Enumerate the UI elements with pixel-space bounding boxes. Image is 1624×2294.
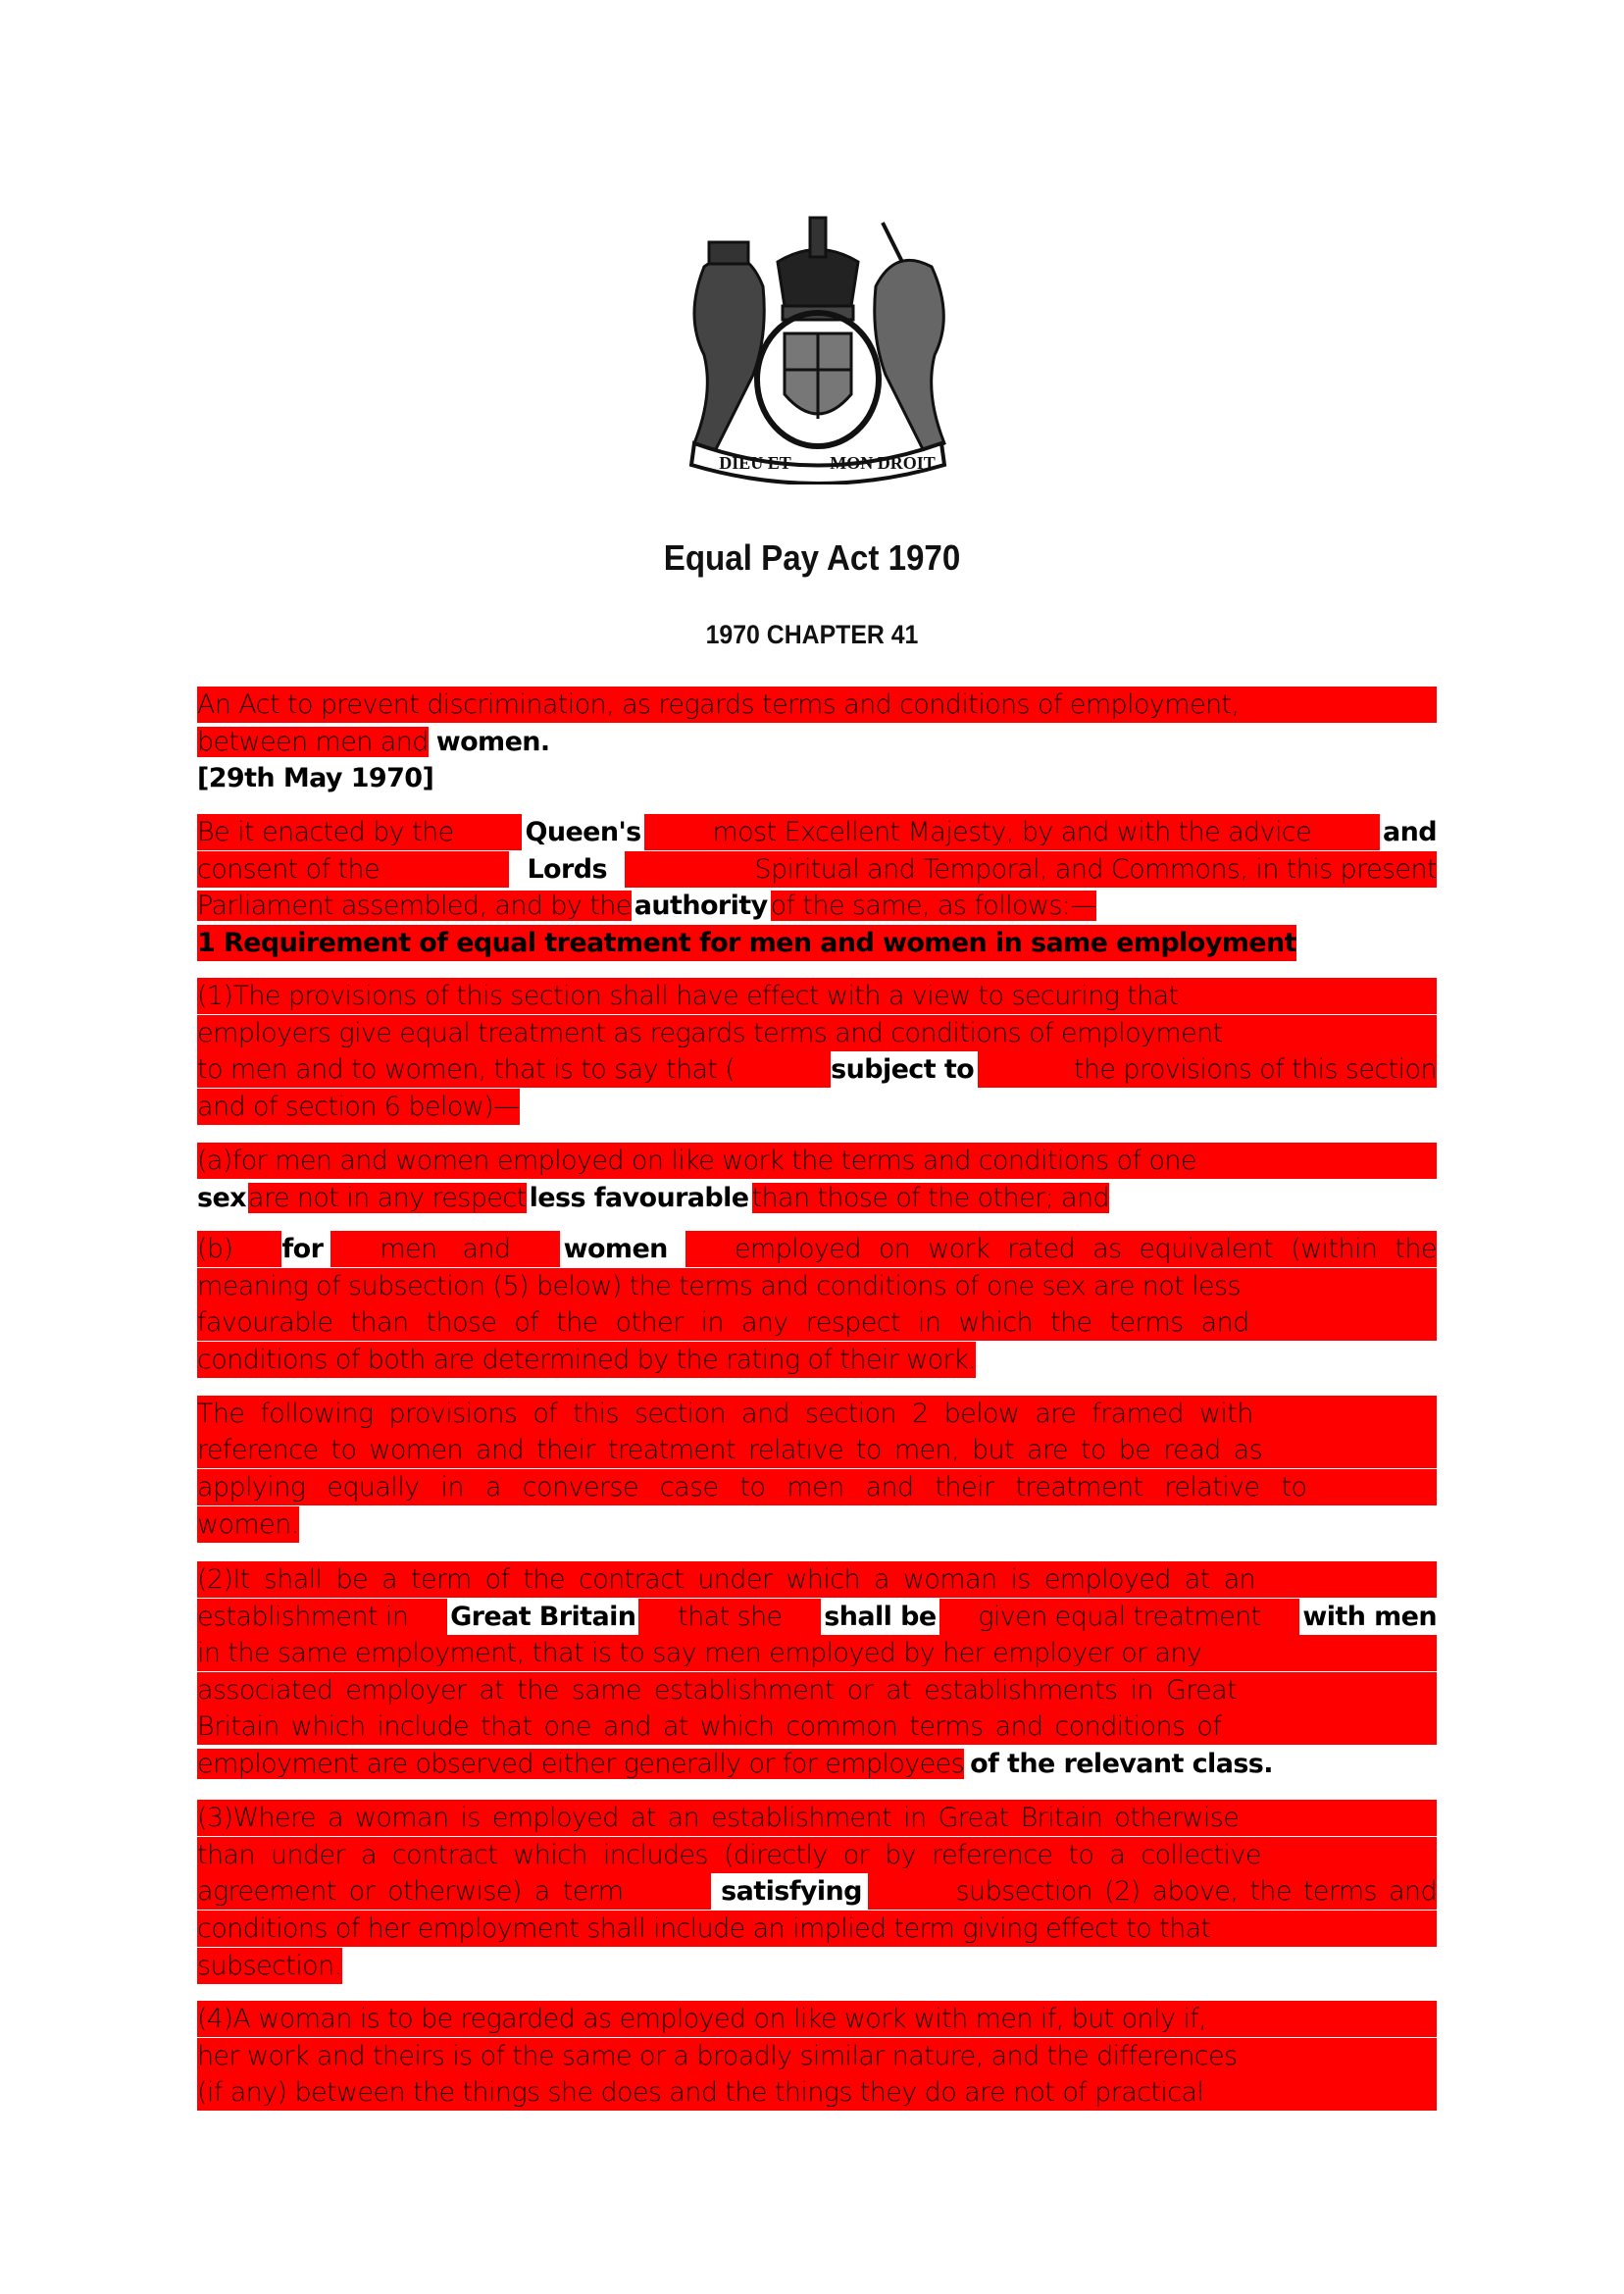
subsection-3-line: than under a contract which includes (directly or by reference to a collective xyxy=(197,1837,1437,1873)
paragraph-a-line: sexare not in any respect less favourable than those of the other; and xyxy=(197,1183,1110,1213)
royal-coat-of-arms-logo xyxy=(675,208,961,484)
subsection-4-line: (4)A woman is to be regarded as employed on like work with men if, but only if, xyxy=(197,2001,1437,2037)
subsection-2-line: (2)It shall be a term of the contract under which a woman is employed at an xyxy=(197,1561,1437,1598)
paragraph-b-line: (b) for men and women employed on work rated as equivalent (within the xyxy=(197,1231,1437,1267)
section-heading: 1 Requirement of equal treatment for men and women in same employment xyxy=(197,925,1296,961)
enactment-date: [29th May 1970] xyxy=(197,763,434,793)
subsection-2-line: in the same employment, that is to say men employed by her employer or any xyxy=(197,1635,1437,1671)
subsection-1-line: to men and to women, that is to say that ( subject to the provisions of this section xyxy=(197,1051,1437,1088)
subsection-4-line: her work and theirs is of the same or a broadly similar nature, and the differences xyxy=(197,2038,1437,2074)
paragraph-b-line: favourable than those of the other in any respect in which the terms and xyxy=(197,1304,1437,1341)
paragraph-b-line: meaning of subsection (5) below) the terms and conditions of one sex are not less xyxy=(197,1268,1437,1304)
subsection-3-line: (3)Where a woman is employed at an establishment in Great Britain otherwise xyxy=(197,1800,1437,1836)
long-title-line: An Act to prevent discrimination, as regards terms and conditions of employment, xyxy=(197,687,1437,723)
motto-left: DIEU ET xyxy=(719,453,791,473)
converse-provision-line: applying equally in a converse case to men and their treatment relative to xyxy=(197,1469,1437,1505)
chapter-number: 1970 CHAPTER 41 xyxy=(705,620,919,649)
enacting-line: Be it enacted by the Queen's most Excellent Majesty, by and with the advice and xyxy=(197,814,1437,850)
long-title-line: between men and women. xyxy=(197,727,550,757)
subsection-1-line: (1)The provisions of this section shall have effect with a view to securing that xyxy=(197,978,1437,1014)
subsection-3-line: agreement or otherwise) a term satisfying subsection (2) above, the terms and xyxy=(197,1873,1437,1910)
subsection-3-line: conditions of her employment shall include an implied term giving effect to that xyxy=(197,1911,1437,1947)
subsection-1-line: employers give equal treatment as regards terms and conditions of employment xyxy=(197,1015,1437,1051)
paragraph-b-line: conditions of both are determined by the rating of their work. xyxy=(197,1342,976,1378)
enacting-line: consent of the Lords Spiritual and Temporal, and Commons, in this present xyxy=(197,851,1437,888)
paragraph-a-line: (a)for men and women employed on like work the terms and conditions of one xyxy=(197,1143,1437,1179)
subsection-3-line: subsection. xyxy=(197,1948,342,1984)
subsection-2-line: establishment in Great Britain that she shall be given equal treatment with men xyxy=(197,1599,1437,1635)
enacting-line: Parliament assembled, and by the authority of the same, as follows:— xyxy=(197,891,1096,921)
document-title: Equal Pay Act 1970 xyxy=(663,537,961,578)
subsection-2-line: employment are observed either generally or for employees of the relevant class. xyxy=(197,1749,1273,1779)
subsection-2-line: associated employer at the same establishment or at establishments in Great xyxy=(197,1672,1437,1708)
motto-right: MON DROIT xyxy=(830,453,936,473)
subsection-1-line: and of section 6 below)— xyxy=(197,1089,520,1125)
subsection-2-line: Britain which include that one and at which common terms and conditions of xyxy=(197,1708,1437,1745)
subsection-4-line: (if any) between the things she does and the things they do are not of practical xyxy=(197,2074,1437,2111)
converse-provision-line: The following provisions of this section and section 2 below are framed with xyxy=(197,1396,1437,1432)
converse-provision-line: reference to women and their treatment relative to men, but are to be read as xyxy=(197,1432,1437,1468)
converse-provision-line: women. xyxy=(197,1506,299,1543)
